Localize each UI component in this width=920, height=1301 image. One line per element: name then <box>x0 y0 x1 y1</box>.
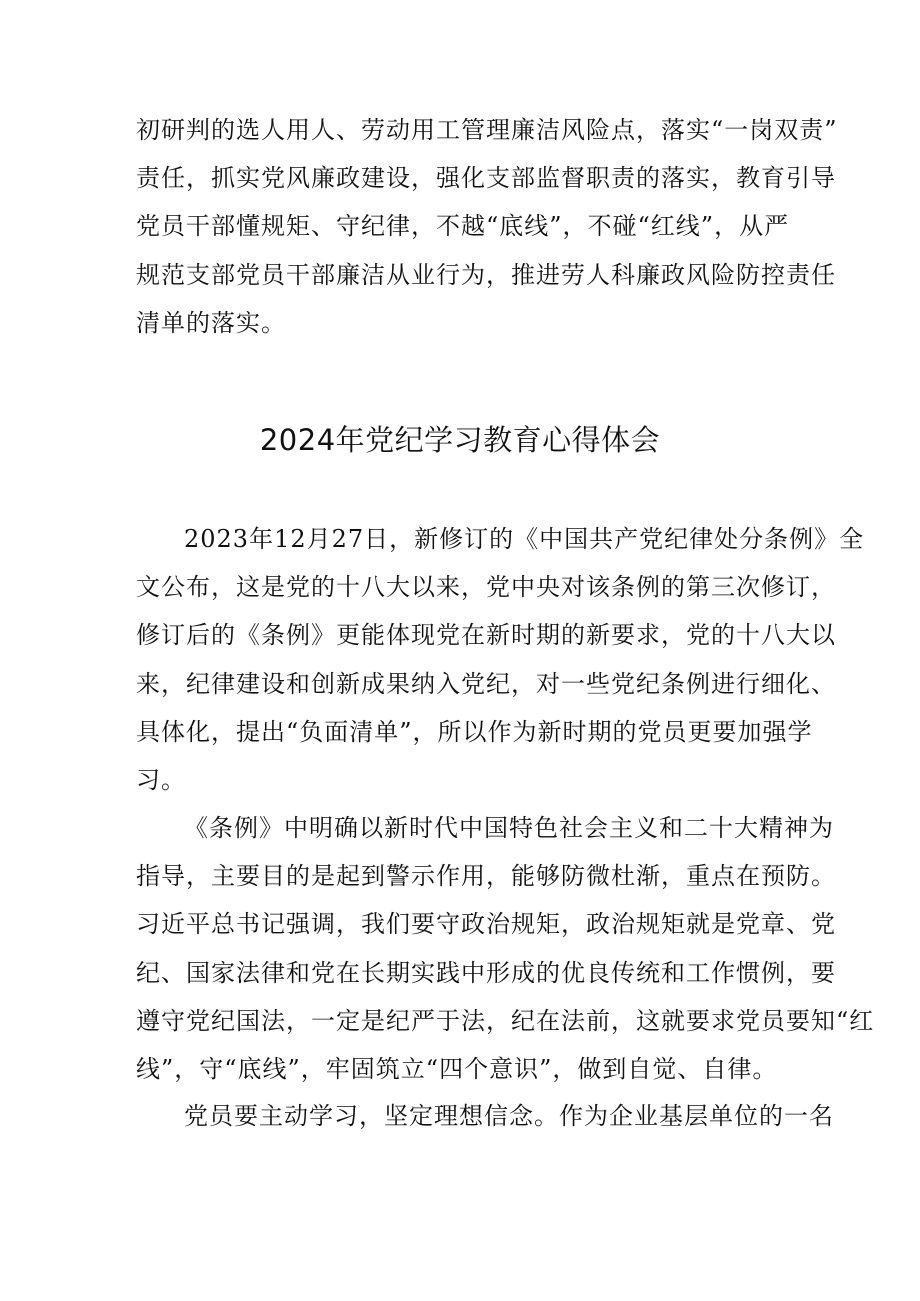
continuation-paragraph <box>136 106 838 347</box>
body-paragraph-3 <box>136 1092 834 1140</box>
text-line: 党员干部懂规矩、守纪律，不越“底线”，不碰“红线”，从严 <box>136 212 790 241</box>
text-line: 习近平总书记强调，我们要守政治规矩，政治规矩就是党章、党 <box>136 910 836 939</box>
text-line: 规范支部党员干部廉洁从业行为，推进劳人科廉政风险防控责任 <box>136 260 836 289</box>
text-line: 来，纪律建设和创新成果纳入党纪，对一些党纪条例进行细化、 <box>136 669 836 698</box>
text-line: 具体化，提出“负面清单”，所以作为新时期的党员更要加强学 <box>136 717 813 746</box>
text-line: 遵守党纪国法，一定是纪严于法，纪在法前，这就要求党员要知“红 <box>136 1006 875 1035</box>
body-paragraph-2 <box>136 804 875 1093</box>
text-line: 2023年12月27日，新修订的《中国共产党纪律处分条例》全 <box>184 525 865 553</box>
document-title: 2024年党纪学习教育心得体会 <box>259 423 661 457</box>
text-line: 文公布，这是党的十八大以来，党中央对该条例的第三次修订， <box>136 573 836 602</box>
text-line: 《条例》中明确以新时代中国特色社会主义和二十大精神为 <box>184 814 834 842</box>
text-line: 责任，抓实党风廉政建设，强化支部监督职责的落实，教育引导 <box>136 164 836 193</box>
text-line: 清单的落实。 <box>136 308 286 337</box>
text-line: 线”，守“底线”，牢固筑立“四个意识”，做到自觉、自律。 <box>136 1054 778 1083</box>
text-line: 纪、国家法律和党在长期实践中形成的优良传统和工作惯例，要 <box>136 958 836 987</box>
text-line: 党员要主动学习，坚定理想信念。作为企业基层单位的一名 <box>184 1102 834 1130</box>
text-line: 指导，主要目的是起到警示作用，能够防微杜渐，重点在预防。 <box>136 862 836 891</box>
body-paragraph-1 <box>136 515 865 804</box>
text-line: 习。 <box>136 765 186 794</box>
text-line: 修订后的《条例》更能体现党在新时期的新要求，党的十八大以 <box>136 621 836 650</box>
text-line: 初研判的选人用人、劳动用工管理廉洁风险点，落实“一岗双责” <box>136 116 838 144</box>
